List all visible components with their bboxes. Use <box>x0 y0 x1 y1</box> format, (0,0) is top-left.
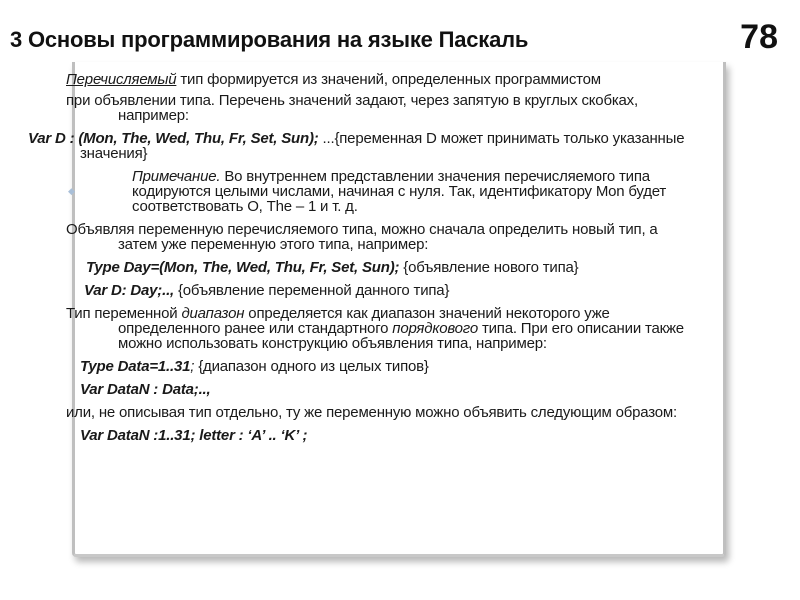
range-text-b: определяется как диапазон значений некоторого уже определенного ранее или стандартного <box>118 305 610 337</box>
paragraph-range-type <box>66 306 694 351</box>
code-var-day <box>66 283 694 298</box>
range-text-a: Тип переменной <box>66 305 182 322</box>
bullet-dot-icon: ◆ <box>68 186 75 196</box>
term-enumerated: Перечисляемый <box>66 71 177 88</box>
enum-intro-text: тип формируется из значений, определенных программистом <box>176 71 601 88</box>
code-var-inline <box>66 428 694 443</box>
code-type-data-semicolon: ; <box>190 358 195 375</box>
range-text-c: типа. При его описании также можно использовать конструкцию объявления типа, например: <box>118 320 684 352</box>
code-var-datan <box>66 382 694 397</box>
code-type-day <box>66 260 694 275</box>
code-type-data <box>66 359 694 374</box>
note-internal-representation <box>66 169 694 214</box>
code-type-data-text: Type Data=1..31 <box>80 358 191 375</box>
slide-title: 3 Основы программирования на языке Паскаль <box>10 27 529 52</box>
note-text: Во внутреннем представлении значения перечисляемого типа кодируются целыми числами, начиная с нуля. Так, идентификатору Mon будет соответствовать О, The – 1 и т. д. <box>132 168 667 215</box>
code-var-d-text: Var D : (Mon, The, Wed, Thu, Fr, Set, Sun); <box>28 130 319 147</box>
code-var-datan-text: Var DataN : Data;.., <box>80 381 211 398</box>
code-var-d <box>28 130 694 162</box>
code-var-d-comment: ...{переменная D может принимать только указанные значения} <box>80 130 685 162</box>
slide-body <box>28 71 694 444</box>
paragraph-inline-declaration: или, не описывая тип отдельно, ту же переменную можно объявить следующим образом: <box>66 404 677 421</box>
code-var-day-comment: {объявление переменной данного типа} <box>174 282 450 299</box>
note-label: Примечание. <box>132 168 221 185</box>
code-type-data-comment: {диапазон одного из целых типов} <box>194 358 429 375</box>
code-var-day-text: Var D: Day;.., <box>84 282 175 299</box>
page-number: 78 <box>740 18 778 56</box>
paragraph-enum-intro <box>66 72 694 87</box>
paragraph-enum-declaration: при объявлении типа. Перечень значений задают, через запятую в круглых скобках, например: <box>66 92 638 124</box>
term-ordinal: порядкового <box>392 320 478 337</box>
code-type-day-comment: {объявление нового типа} <box>399 259 579 276</box>
paragraph-declare-type-first: Объявляя переменную перечисляемого типа, можно сначала определить новый тип, а затем уже переменную этого типа, например: <box>66 221 658 253</box>
term-range: диапазон <box>181 305 245 322</box>
code-type-day-text: Type Day=(Mon, The, Wed, Thu, Fr, Set, Sun); <box>86 259 400 276</box>
code-var-inline-text: Var DataN :1..31; letter : ‘A’ .. ‘K’ ; <box>80 427 308 444</box>
